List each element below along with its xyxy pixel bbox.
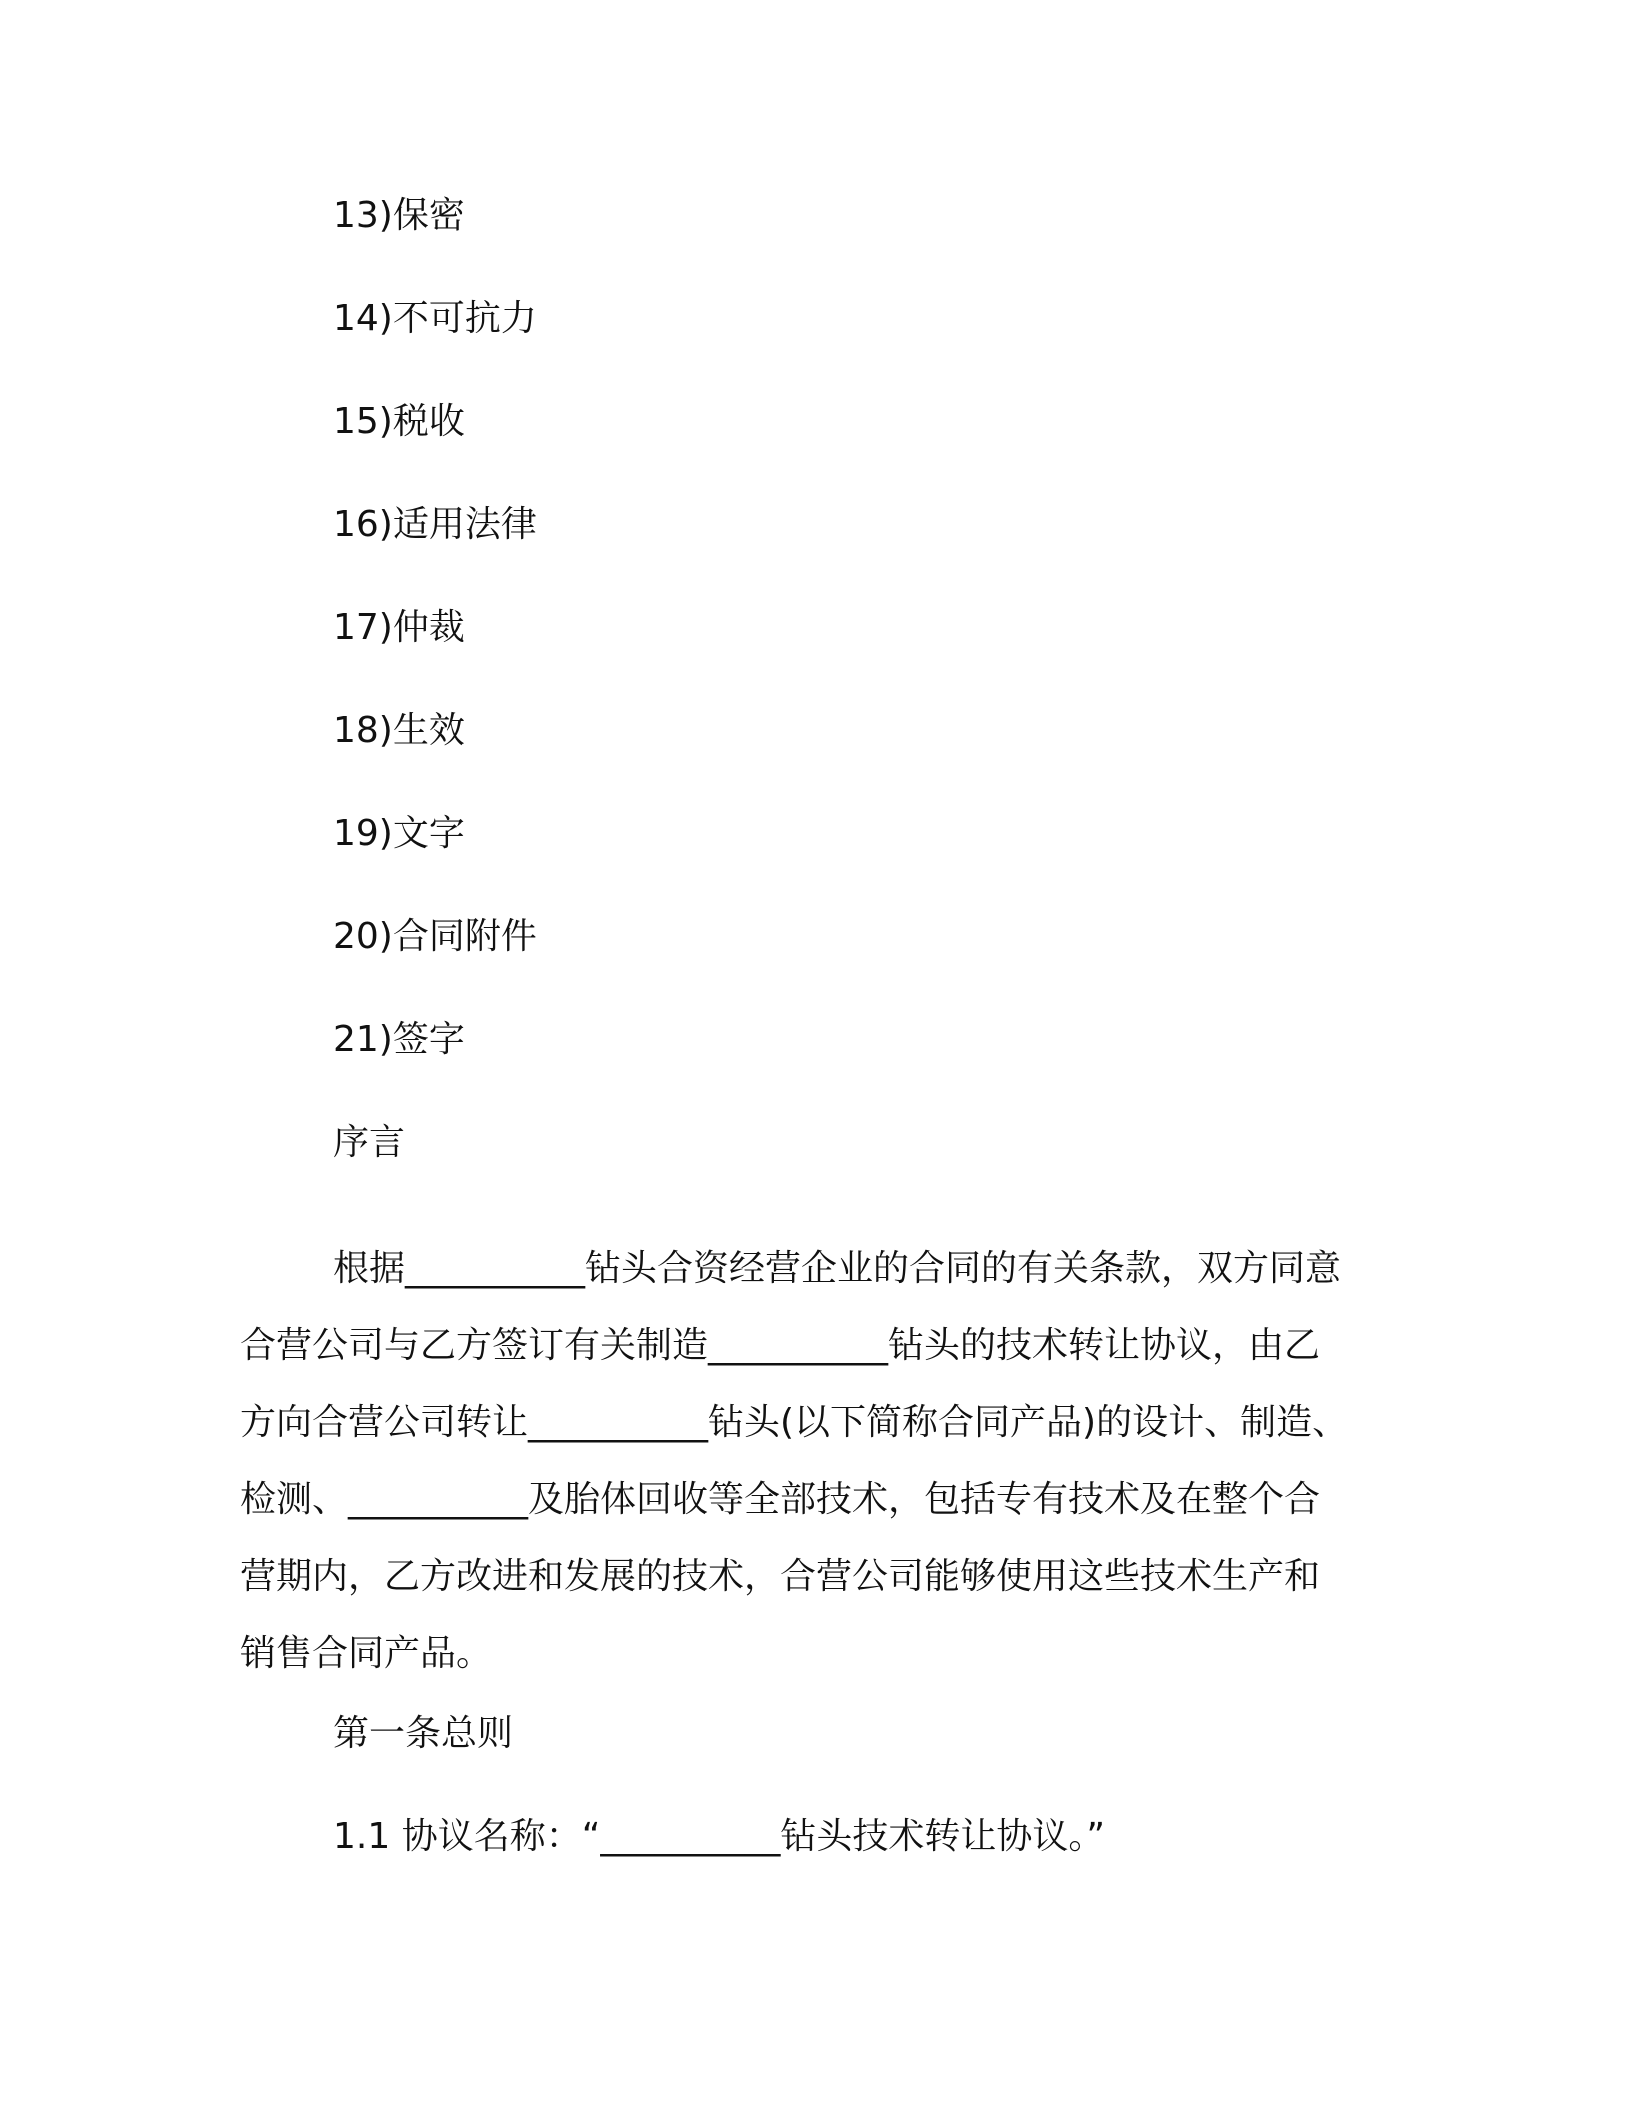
toc-item-18: 18)生效: [333, 710, 465, 751]
toc-item-19: 19)文字: [333, 813, 465, 854]
preface-line: 根据__________钻头合资经营企业的合同的有关条款，双方同意: [333, 1248, 1342, 1289]
toc-item-13: 13)保密: [333, 195, 465, 236]
preface-line: 销售合同产品。: [240, 1633, 493, 1674]
preface-line: 检测、__________及胎体回收等全部技术，包括专有技术及在整个合: [240, 1479, 1321, 1520]
toc-item-17: 17)仲裁: [333, 607, 465, 648]
toc-item-16: 16)适用法律: [333, 504, 537, 545]
preface-line: 合营公司与乙方签订有关制造__________钻头的技术转让协议，由乙: [240, 1325, 1321, 1366]
preface-line: 营期内，乙方改进和发展的技术，合营公司能够使用这些技术生产和: [240, 1556, 1321, 1597]
article-1-clause-1-1: 1.1 协议名称：“__________钻头技术转让协议。”: [333, 1816, 1105, 1857]
toc-item-14: 14)不可抗力: [333, 298, 537, 339]
preface-title: 序言: [333, 1122, 406, 1163]
preface-line: 方向合营公司转让__________钻头(以下简称合同产品)的设计、制造、: [240, 1402, 1349, 1443]
toc-item-15: 15)税收: [333, 401, 465, 442]
preface-paragraph: [240, 1230, 1390, 1692]
article-1-title: 第一条总则: [333, 1713, 514, 1754]
toc-item-20: 20)合同附件: [333, 916, 537, 957]
toc-item-21: 21)签字: [333, 1019, 465, 1060]
